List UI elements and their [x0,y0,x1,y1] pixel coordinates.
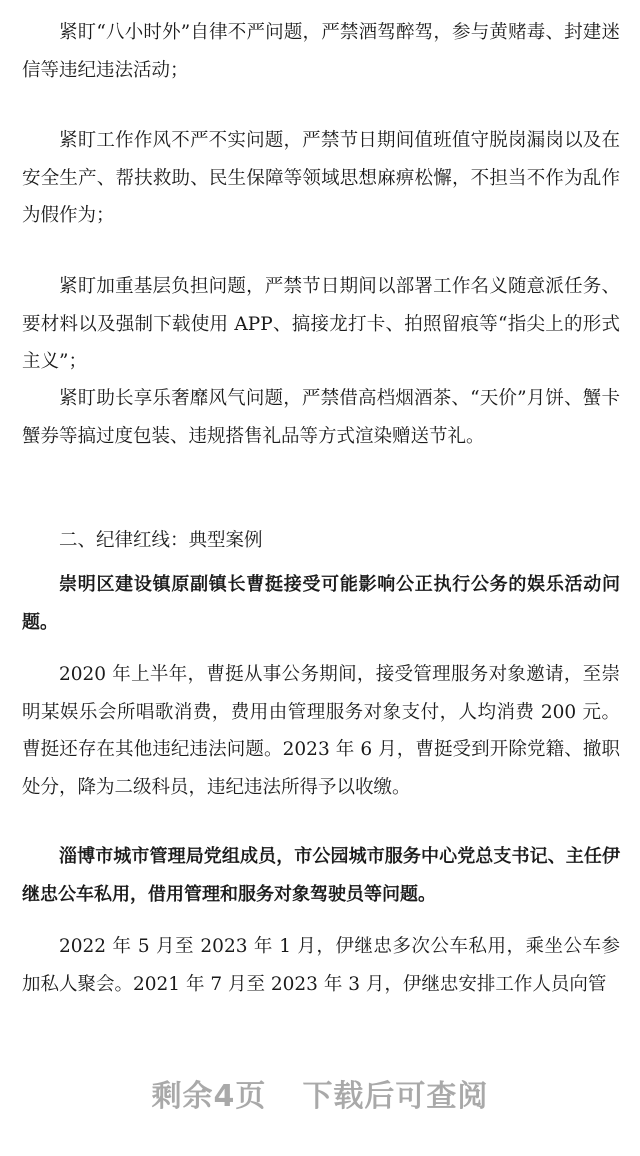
download-prompt-banner[interactable] [0,1070,640,1124]
case-title-2: 淄博市城市管理局党组成员，市公园城市服务中心党总支书记、主任伊继忠公车私用，借用管理和服务对象驾驶员等问题。 [22,846,620,905]
case-body-1: 2020 年上半年，曹挺从事公务期间，接受管理服务对象邀请，至崇明某娱乐会所唱歌消费，费用由管理服务对象支付，人均消费 200 元。曹挺还存在其他违纪违法问题。2023 年 6 月，曹挺受到开除党籍、撤职处分，降为二级科员，违纪违法所得予以收缴。 [22,664,620,798]
paragraph-work-style: 紧盯工作作风不严不实问题，严禁节日期间值班值守脱岗漏岗以及在安全生产、帮扶救助、民生保障等领域思想麻痹松懈，不担当不作为乱作为假作为； [22,130,620,226]
case-title-1: 崇明区建设镇原副镇长曹挺接受可能影响公正执行公务的娱乐活动问题。 [22,574,620,633]
paragraph-grassroots-burden: 紧盯加重基层负担问题，严禁节日期间以部署工作名义随意派任务、要材料以及强制下载使用 APP、搞接龙打卡、拍照留痕等“指尖上的形式主义”； [22,276,620,372]
paragraph-extravagance: 紧盯助长享乐奢靡风气问题，严禁借高档烟酒茶、“天价”月饼、蟹卡蟹券等搞过度包装、违规搭售礼品等方式渲染赠送节礼。 [22,388,620,447]
remaining-pages-label: 剩余4页 [151,1079,267,1114]
case-body-2: 2022 年 5 月至 2023 年 1 月，伊继忠多次公车私用，乘坐公车参加私人聚会。2021 年 7 月至 2023 年 3 月，伊继忠安排工作人员向管 [22,936,620,995]
download-to-view-label: 下载后可查阅 [302,1079,489,1114]
paragraph-after-hours: 紧盯“八小时外”自律不严问题，严禁酒驾醉驾，参与黄赌毒、封建迷信等违纪违法活动； [22,22,620,81]
section-heading: 二、纪律红线：典型案例 [59,530,263,551]
